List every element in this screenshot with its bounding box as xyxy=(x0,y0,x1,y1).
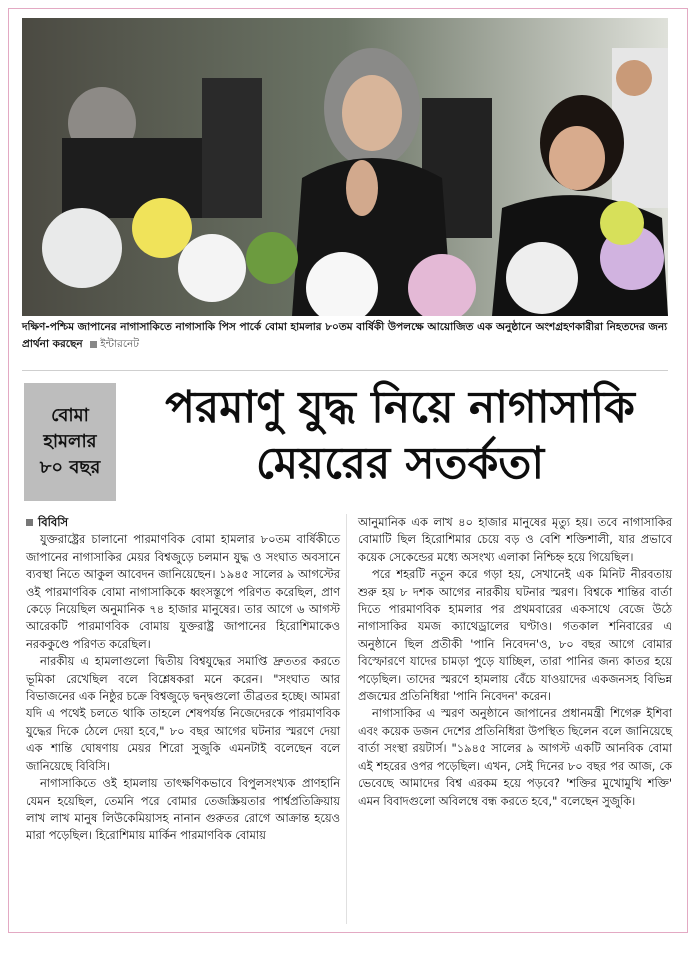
caption-text: দক্ষিণ-পশ্চিম জাপানের নাগাসাকিতে নাগাসাকি পিস পার্কে বোমা হামলার ৮০তম বার্ষিকী উপলক্ষে আয়োজিত এক অনুষ্ঠানে অংশগ্রহণকারীরা নিহতদের জন্য প্রার্থনা করছেন xyxy=(22,321,668,350)
photo-caption xyxy=(22,319,668,353)
tag-line-1: বোমা xyxy=(51,405,89,426)
article-column-1 xyxy=(26,514,340,845)
photo-icon xyxy=(22,18,668,316)
article-column-2 xyxy=(358,514,672,810)
section-tag xyxy=(24,383,116,501)
paragraph: নাগাসাকিতে ওই হামলায় তাৎক্ষণিকভাবে বিপুলসংখ্যক প্রাণহানি যেমন হয়েছিল, তেমনি পরে বোমার তেজস্ক্রিয়তার পার্শ্বপ্রতিক্রিয়ায় লাখ লাখ মানুষ লিউকেমিয়াসহ নানান গুরুতর রোগে আক্রান্ত হয়েও মারা পড়েছিল। হিরোশিমায় মার্কিন পারমাণবিক বোমায় xyxy=(26,776,340,843)
headline-line-2: মেয়রের সতর্কতা xyxy=(255,438,545,489)
photo-credit: ইন্টারনেট xyxy=(100,338,140,350)
column-divider xyxy=(346,514,347,924)
paragraph: নারকীয় এ হামলাগুলো দ্বিতীয় বিশ্বযুদ্ধের সমাপ্তি দ্রুততর করতে ভূমিকা রেখেছিল বলে বিশ্লেষকরা মনে করেন। "সংঘাত আর বিভাজনের এক নিষ্ঠুর চক্রে বিশ্বজুড়ে দ্বন্দ্বগুলো তীব্রতর হচ্ছে। আমরা যদি এ পথেই চলতে থাকি তাহলে শেষপর্যন্ত নিজেদেরকে পারমাণবিক যুদ্ধের দিকে ঠেলে দেয়া হবে," ৮০ বছর আগের ঘটনার স্মরণে দেয়া এক শান্তি ঘোষণায় মেয়র শিরো সুজুকি এমনটাই বলেছেন বলে জানিয়েছে বিবিসি। xyxy=(26,654,340,773)
caption-divider xyxy=(22,370,668,371)
byline xyxy=(26,514,340,531)
paragraph: যুক্তরাষ্ট্রের চালানো পারমাণবিক বোমা হামলার ৮০তম বার্ষিকীতে জাপানের নাগাসাকির মেয়র বিশ্বজুড়ে চলমান যুদ্ধ ও সংঘাত অবসানে ব্যবস্থা নিতে আকুল আবেদন জানিয়েছেন। ১৯৪৫ সালের ৯ আগস্টের ওই পারমাণবিক বোমা নাগাসাকিকে ধ্বংসস্তূপে পরিণত করেছিল, প্রাণ কেড়ে নিয়েছিল অনুমানিক ৭৪ হাজার মানুষের। তার আগে ৬ আগস্ট আরেকটি পারমাণবিক বোমায় যুক্তরাষ্ট্র জাপানের হিরোশিমাকেও নরককুণ্ডে পরিণত করেছিল। xyxy=(26,532,340,651)
tag-line-2: হামলার xyxy=(43,431,97,452)
paragraph: পরে শহরটি নতুন করে গড়া হয়, সেখানেই এক মিনিট নীরবতায় শুরু হয় ৮ দশক আগের নারকীয় ঘটনার স্মরণ। বিশ্বকে শান্তির বার্তা দিতে পারমাণবিক হামলার পর প্রথমবারের একসাথে বেজে উঠে নাগাসাকির যমজ ক্যাথেড্রালের ঘণ্টাও। গতকাল শনিবারের এ অনুষ্ঠানে ছিল প্রতীকী 'পানি নিবেদন'ও, ৮০ বছর আগে বোমার বিস্ফোরণে যাদের চামড়া পুড়ে যাচ্ছিল, তারা পানির জন্য কাতর হয়ে পড়েছিল। তাদের স্মরণে হামলায় বেঁচে যাওয়াদের একজনসহ বিভিন্ন প্রজন্মের প্রতিনিধিরা 'পানি নিবেদন' করেন। xyxy=(358,567,672,704)
tag-line-3: ৮০ বছর xyxy=(39,457,101,478)
news-photo xyxy=(22,18,668,316)
credit-square-icon xyxy=(90,341,97,348)
byline-text: বিবিসি xyxy=(38,515,68,529)
paragraph: নাগাসাকির এ স্মরণ অনুষ্ঠানে জাপানের প্রধানমন্ত্রী শিগেরু ইশিবা এবং কয়েক ডজন দেশের প্রতিনিধিরা উপস্থিত ছিলেন বলে জানিয়েছে বার্তা সংস্থা রয়টার্স। "১৯৪৫ সালের ৯ আগস্ট একটি আনবিক বোমা এই শহরের ওপর পড়েছিল। এখন, সেই দিনের ৮০ বছর পর আজ, কে ভেবেছে আমাদের বিশ্ব এরকম হয়ে পড়বে? 'শক্তির মুখোমুখি শক্তি' এমন বিবাদগুলো অবিলম্বে বন্ধ করতে হবে," বলেছেন সুজুকি। xyxy=(358,706,672,808)
headline-line-1: পরমাণু যুদ্ধ নিয়ে নাগাসাকি xyxy=(165,382,635,433)
byline-square-icon xyxy=(26,519,33,526)
headline xyxy=(126,380,674,492)
paragraph: আনুমানিক এক লাখ ৪০ হাজার মানুষের মৃত্যু হয়। তবে নাগাসাকির বোমাটি ছিল হিরোশিমার চেয়ে বড় ও বেশি শক্তিশালী, যার প্রভাবে কয়েক সেকেন্ডের মধ্যে অসংখ্য এলাকা নিশ্চিহ্ন হয়ে গিয়েছিল। xyxy=(358,515,672,564)
